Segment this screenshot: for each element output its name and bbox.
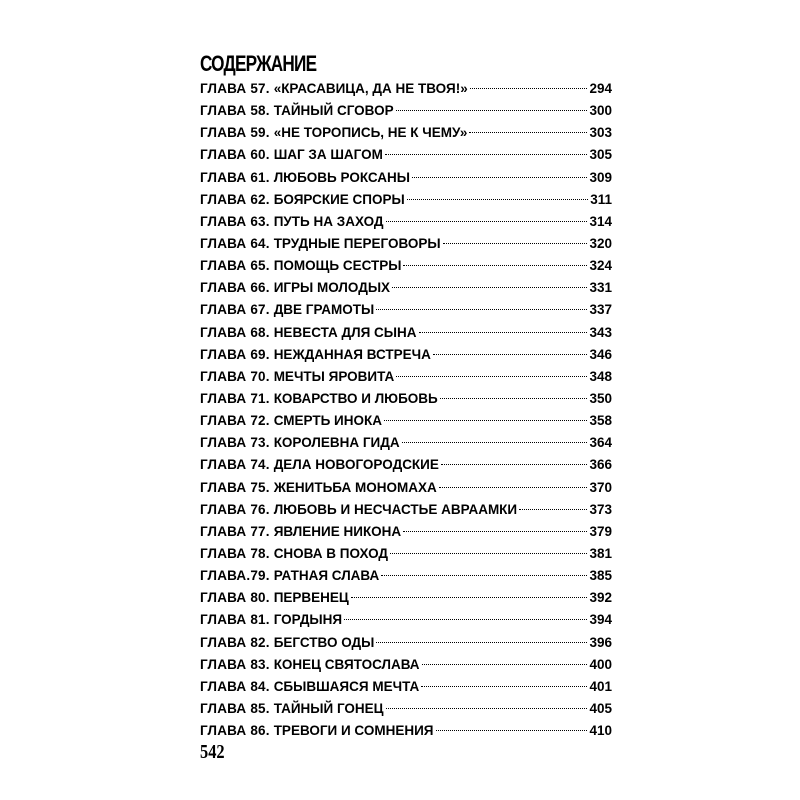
- toc-entry: [200, 609, 612, 631]
- chapter-page: 370: [589, 479, 612, 495]
- dot-leader: [396, 376, 587, 377]
- chapter-page: 348: [589, 368, 612, 384]
- dot-leader: [519, 509, 587, 510]
- chapter-title: СМЕРТЬ ИНОКА: [273, 413, 382, 429]
- dot-leader: [436, 730, 588, 731]
- toc-entry: [200, 388, 612, 410]
- toc-entry: [200, 676, 612, 698]
- chapter-page: 400: [589, 656, 612, 672]
- toc-entry: [200, 565, 612, 587]
- toc-entry: [200, 189, 612, 211]
- chapter-page: 350: [589, 390, 612, 406]
- toc-entry: [200, 167, 612, 189]
- chapter-title: НЕВЕСТА ДЛЯ СЫНА: [273, 324, 417, 340]
- chapter-page: 373: [589, 501, 612, 517]
- chapter-page: 314: [589, 213, 612, 229]
- dot-leader: [384, 420, 587, 421]
- chapter-page: 410: [589, 723, 612, 739]
- toc-entry: [200, 78, 612, 100]
- dot-leader: [403, 265, 587, 266]
- chapter-number: ГЛАВА 73.: [200, 435, 270, 451]
- chapter-page: 379: [589, 523, 612, 539]
- chapter-title: ЛЮБОВЬ РОКСАНЫ: [273, 169, 411, 185]
- chapter-number: ГЛАВА 80.: [200, 590, 270, 606]
- toc-entry: [200, 499, 612, 521]
- dot-leader: [402, 442, 588, 443]
- chapter-title: ПУТЬ НА ЗАХОД: [273, 213, 384, 229]
- chapter-title: «КРАСАВИЦА, ДА НЕ ТВОЯ!»: [273, 81, 468, 96]
- chapter-title: ШАГ ЗА ШАГОМ: [273, 147, 383, 163]
- chapter-number: ГЛАВА 62.: [200, 191, 270, 207]
- dot-leader: [407, 199, 588, 200]
- toc-entry: [200, 410, 612, 432]
- dot-leader: [421, 686, 587, 687]
- dot-leader: [376, 309, 587, 310]
- chapter-title: ЛЮБОВЬ И НЕСЧАСТЬЕ АВРААМКИ: [273, 501, 518, 517]
- toc-entry: [200, 432, 612, 454]
- dot-leader: [419, 332, 588, 333]
- chapter-title: ИГРЫ МОЛОДЫХ: [273, 280, 391, 296]
- toc-entry: [200, 277, 612, 299]
- chapter-title: ГОРДЫНЯ: [273, 612, 343, 628]
- chapter-title: КОВАРСТВО И ЛЮБОВЬ: [273, 390, 438, 406]
- toc-entry: [200, 122, 612, 144]
- dot-leader: [443, 243, 588, 244]
- dot-leader: [381, 575, 587, 576]
- chapter-page: 394: [589, 612, 612, 628]
- chapter-page: 294: [589, 81, 612, 96]
- chapter-title: ПОМОЩЬ СЕСТРЫ: [273, 258, 402, 274]
- chapter-page: 320: [589, 235, 612, 251]
- toc-entry: [200, 654, 612, 676]
- chapter-number: ГЛАВА 72.: [200, 413, 270, 429]
- chapter-number: ГЛАВА 63.: [200, 213, 270, 229]
- chapter-page: 337: [589, 302, 612, 318]
- chapter-number: ГЛАВА 69.: [200, 346, 270, 362]
- chapter-title: НЕЖДАННАЯ ВСТРЕЧА: [273, 346, 431, 362]
- toc-entry: [200, 344, 612, 366]
- toc-entry: [200, 720, 612, 742]
- toc-entry: [200, 299, 612, 321]
- chapter-number: ГЛАВА 84.: [200, 678, 270, 694]
- chapter-title: БЕГСТВО ОДЫ: [273, 634, 375, 650]
- chapter-title: ТАЙНЫЙ СГОВОР: [273, 103, 394, 119]
- chapter-title: ДЕЛА НОВОГОРОДСКИЕ: [273, 457, 439, 473]
- toc-list: [200, 78, 612, 742]
- chapter-title: КОРОЛЕВНА ГИДА: [273, 435, 400, 451]
- dot-leader: [344, 619, 587, 620]
- dot-leader: [422, 664, 588, 665]
- chapter-number: ГЛАВА 67.: [200, 302, 270, 318]
- toc-entry: [200, 543, 612, 565]
- dot-leader: [403, 531, 587, 532]
- chapter-number: ГЛАВА 82.: [200, 634, 270, 650]
- chapter-number: ГЛАВА 74.: [200, 457, 270, 473]
- dot-leader: [392, 287, 587, 288]
- toc-entry: [200, 100, 612, 122]
- chapter-number: ГЛАВА 86.: [200, 723, 270, 739]
- dot-leader: [470, 88, 588, 89]
- toc-entry: [200, 521, 612, 543]
- dot-leader: [386, 708, 588, 709]
- chapter-number: ГЛАВА.79.: [200, 568, 270, 584]
- chapter-number: ГЛАВА 77.: [200, 523, 270, 539]
- chapter-page: 401: [589, 678, 612, 694]
- chapter-page: 331: [589, 280, 612, 296]
- chapter-number: ГЛАВА 65.: [200, 258, 270, 274]
- dot-leader: [385, 154, 588, 155]
- chapter-number: ГЛАВА 75.: [200, 479, 270, 495]
- chapter-title: БОЯРСКИЕ СПОРЫ: [273, 191, 405, 207]
- page-number: 542: [200, 741, 225, 763]
- chapter-page: 300: [589, 103, 612, 119]
- chapter-title: КОНЕЦ СВЯТОСЛАВА: [273, 656, 420, 672]
- dot-leader: [396, 110, 588, 111]
- toc-entry: [200, 144, 612, 166]
- chapter-page: 346: [589, 346, 612, 362]
- chapter-number: ГЛАВА 76.: [200, 501, 270, 517]
- dot-leader: [390, 553, 587, 554]
- chapter-number: ГЛАВА 57.: [200, 81, 270, 96]
- toc-entry: [200, 366, 612, 388]
- toc-entry: [200, 454, 612, 476]
- dot-leader: [439, 487, 588, 488]
- chapter-page: 311: [590, 191, 612, 207]
- dot-leader: [440, 398, 588, 399]
- dot-leader: [433, 354, 588, 355]
- chapter-title: ТРУДНЫЕ ПЕРЕГОВОРЫ: [273, 235, 441, 251]
- chapter-title: СБЫВШАЯСЯ МЕЧТА: [273, 678, 420, 694]
- toc-entry: [200, 477, 612, 499]
- chapter-number: ГЛАВА 68.: [200, 324, 270, 340]
- chapter-number: ГЛАВА 64.: [200, 235, 270, 251]
- chapter-title: ТРЕВОГИ И СОМНЕНИЯ: [273, 723, 434, 739]
- chapter-page: 305: [589, 147, 612, 163]
- chapter-title: ПЕРВЕНЕЦ: [273, 590, 349, 606]
- dot-leader: [376, 642, 587, 643]
- chapter-page: 364: [589, 435, 612, 451]
- chapter-page: 303: [589, 125, 612, 141]
- dot-leader: [412, 177, 587, 178]
- chapter-title: ЯВЛЕНИЕ НИКОНА: [273, 523, 402, 539]
- chapter-page: 366: [589, 457, 612, 473]
- chapter-page: 358: [589, 413, 612, 429]
- toc-entry: [200, 698, 612, 720]
- chapter-number: ГЛАВА 85.: [200, 700, 270, 716]
- chapter-page: 385: [589, 568, 612, 584]
- chapter-title: «НЕ ТОРОПИСЬ, НЕ К ЧЕМУ»: [273, 125, 468, 141]
- dot-leader: [386, 221, 588, 222]
- chapter-title: ДВЕ ГРАМОТЫ: [273, 302, 375, 318]
- chapter-number: ГЛАВА 70.: [200, 368, 270, 384]
- chapter-page: 396: [589, 634, 612, 650]
- chapter-page: 405: [589, 700, 612, 716]
- chapter-number: ГЛАВА 71.: [200, 390, 270, 406]
- chapter-number: ГЛАВА 81.: [200, 612, 270, 628]
- chapter-number: ГЛАВА 59.: [200, 125, 270, 141]
- chapter-number: ГЛАВА 78.: [200, 545, 270, 561]
- toc-entry: [200, 255, 612, 277]
- chapter-number: ГЛАВА 83.: [200, 656, 270, 672]
- toc-heading: СОДЕРЖАНИЕ: [200, 51, 317, 76]
- chapter-number: ГЛАВА 60.: [200, 147, 270, 163]
- chapter-number: ГЛАВА 61.: [200, 169, 270, 185]
- chapter-page: 343: [589, 324, 612, 340]
- chapter-page: 324: [589, 258, 612, 274]
- dot-leader: [441, 464, 588, 465]
- chapter-title: РАТНАЯ СЛАВА: [273, 568, 380, 584]
- chapter-page: 381: [589, 545, 612, 561]
- chapter-title: ЖЕНИТЬБА МОНОМАХА: [273, 479, 437, 495]
- chapter-page: 392: [589, 590, 612, 606]
- chapter-title: СНОВА В ПОХОД: [273, 545, 389, 561]
- chapter-page: 309: [589, 169, 612, 185]
- toc-entry: [200, 211, 612, 233]
- toc-entry: [200, 233, 612, 255]
- toc-entry: [200, 632, 612, 654]
- chapter-title: МЕЧТЫ ЯРОВИТА: [273, 368, 395, 384]
- chapter-number: ГЛАВА 66.: [200, 280, 270, 296]
- dot-leader: [351, 597, 588, 598]
- chapter-title: ТАЙНЫЙ ГОНЕЦ: [273, 700, 384, 716]
- toc-entry: [200, 322, 612, 344]
- dot-leader: [469, 132, 587, 133]
- chapter-number: ГЛАВА 58.: [200, 103, 270, 119]
- toc-entry: [200, 587, 612, 609]
